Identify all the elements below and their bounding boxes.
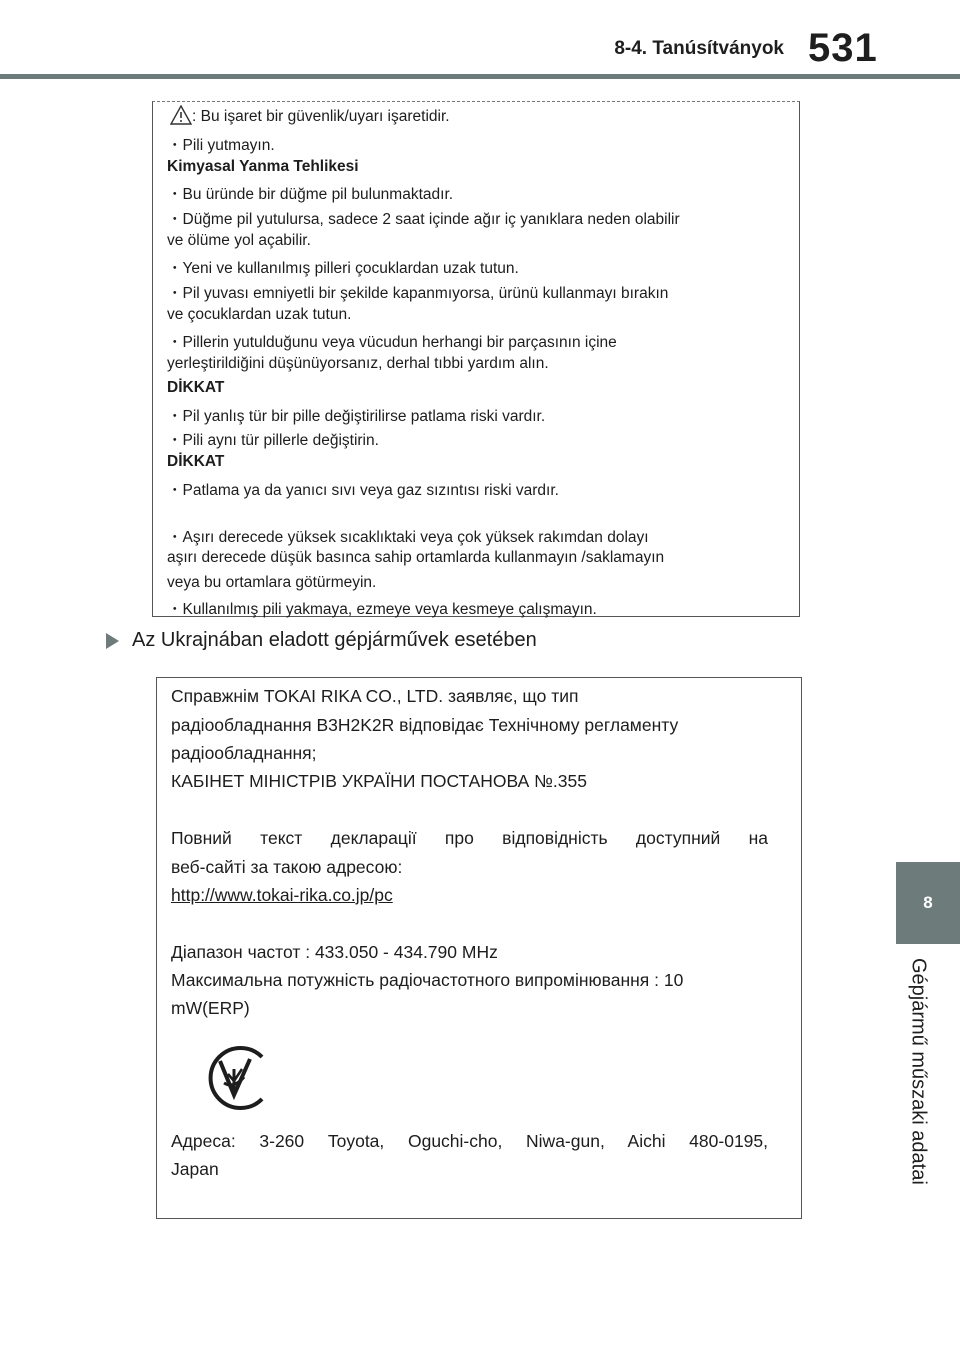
turkish-line-2: Kimyasal Yanma Tehlikesi xyxy=(167,158,359,175)
turkish-line-18: veya bu ortamlara götürmeyin. xyxy=(167,574,377,591)
ukraine-line-7: Діапазон частот : 433.050 - 434.790 MHz xyxy=(171,942,498,962)
ukrainian-conformity-mark-icon xyxy=(198,1043,274,1113)
turkish-line-13: ・Pili aynı tür pillerle değiştirin. xyxy=(167,432,379,449)
ukraine-line-2: радіообладнання; xyxy=(171,743,317,763)
turkish-line-14: DİKKAT xyxy=(167,453,225,470)
chapter-number: 8 xyxy=(923,893,933,912)
turkish-line-6: ・Yeni ve kullanılmış pilleri çocuklardan uzak tutun. xyxy=(167,260,519,277)
turkish-line-15: ・Patlama ya da yanıcı sıvı veya gaz sızıntısı riski vardır. xyxy=(167,482,559,499)
turkish-line-12: ・Pil yanlış tür bir pille değiştirilirse patlama riski vardır. xyxy=(167,408,546,425)
ukraine-line-10: Адреса: 3-260 Toyota, Oguchi-cho, Niwa-gun, Aichi 480-0195, xyxy=(171,1131,768,1151)
turkish-line-5: ve ölüme yol açabilir. xyxy=(167,232,311,249)
turkish-line-17: aşırı derecede düşük basınca sahip ortamlarda kullanmayın /saklamayın xyxy=(167,549,665,566)
declaration-link[interactable]: http://www.tokai-rika.co.jp/pc xyxy=(171,885,393,905)
ukraine-line-8: Максимальна потужність радіочастотного випромінювання : 10 xyxy=(171,970,684,990)
turkish-line-7: ・Pil yuvası emniyetli bir şekilde kapanmıyorsa, ürünü kullanmayı bırakın xyxy=(167,285,669,302)
section-title: 8-4. Tanúsítványok xyxy=(614,38,784,59)
ukraine-line-3: КАБІНЕТ МІНІСТРІВ УКРАЇНИ ПОСТАНОВА №.355 xyxy=(171,771,587,791)
turkish-line-1: ・Pili yutmayın. xyxy=(167,137,275,154)
turkish-line-11: DİKKAT xyxy=(167,379,225,396)
turkish-line-3: ・Bu üründe bir düğme pil bulunmaktadır. xyxy=(167,186,454,203)
turkish-line-19: ・Kullanılmış pili yakmaya, ezmeye veya kesmeye çalışmayın. xyxy=(167,601,597,618)
ukraine-line-4: Повний текст декларації про відповідність доступний на xyxy=(171,828,768,848)
ukraine-line-1: радіообладнання B3H2K2R відповідає Технічному регламенту xyxy=(171,715,679,735)
turkish-line-16: ・Aşırı derecede yüksek sıcaklıktaki veya çok yüksek rakımdan dolayı xyxy=(167,529,649,546)
warning-triangle-icon xyxy=(170,105,192,125)
ukraine-line-11: Japan xyxy=(171,1159,219,1179)
ukraine-line-0: Справжнім TOKAI RIKA CO., LTD. заявляє, що тип xyxy=(171,686,579,706)
header-rule xyxy=(0,74,960,79)
arrow-bullet-icon xyxy=(106,633,119,649)
chapter-title: Gépjármű műszaki adatai xyxy=(907,958,930,1185)
turkish-line-4: ・Düğme pil yutulursa, sadece 2 saat içinde ağır iç yanıklara neden olabilir xyxy=(167,211,680,228)
turkish-line-8: ve çocuklardan uzak tutun. xyxy=(167,306,352,323)
heading-text: Az Ukrajnában eladott gépjárművek esetében xyxy=(132,629,537,651)
turkish-line-0: : Bu işaret bir güvenlik/uyarı işaretidir. xyxy=(192,108,450,125)
chapter-tab[interactable] xyxy=(896,862,960,944)
turkish-line-10: yerleştirildiğini düşünüyorsanız, derhal tıbbi yardım alın. xyxy=(167,355,549,372)
ukraine-line-5: веб-сайті за такою адресою: xyxy=(171,857,403,877)
ukraine-line-9: mW(ERP) xyxy=(171,998,250,1018)
page-number: 531 xyxy=(808,26,878,70)
turkish-line-9: ・Pillerin yutulduğunu veya vücudun herhangi bir parçasının içine xyxy=(167,334,617,351)
